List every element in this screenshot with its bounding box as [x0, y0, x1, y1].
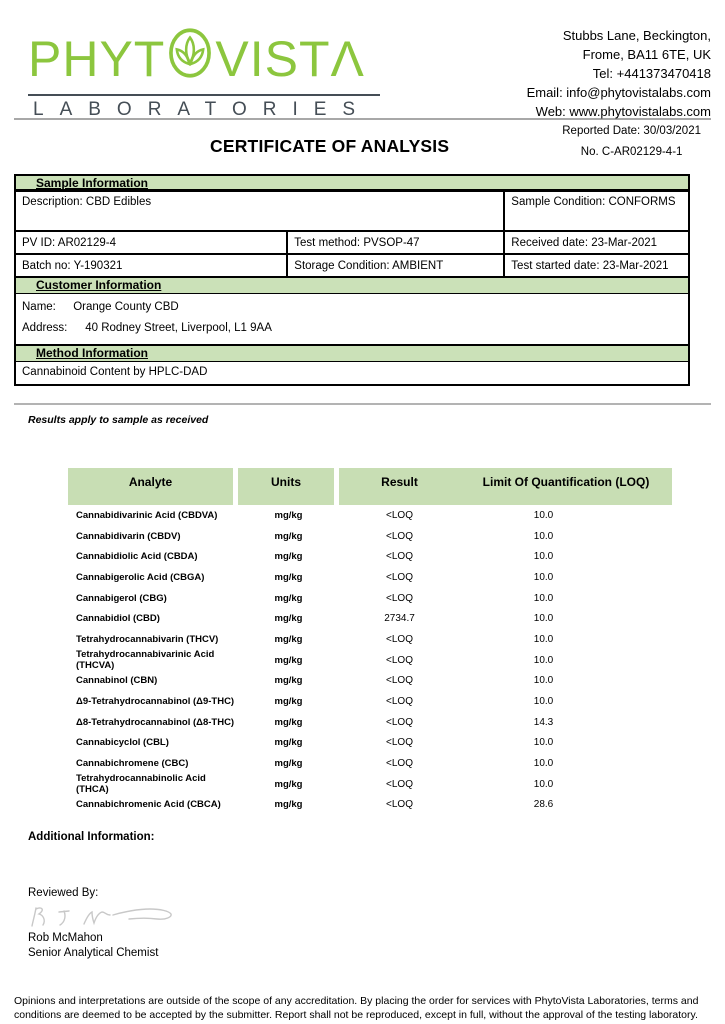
sample-information-header — [14, 174, 690, 190]
analyte-loq: 10.0 — [533, 633, 554, 645]
analyte-loq: 10.0 — [533, 675, 554, 687]
reported-date: Reported Date: 30/03/2021 — [562, 125, 701, 137]
analyte-result: <LOQ — [386, 716, 413, 728]
brand-wordmark — [28, 28, 380, 90]
pv-id: PV ID: AR02129-4 — [15, 231, 287, 254]
sample-information-table — [14, 190, 690, 278]
sample-condition: Sample Condition: CONFORMS — [504, 191, 689, 231]
analyte-units: mg/kg — [274, 716, 303, 728]
customer-address: 40 Rodney Street, Liverpool, L1 9AA — [85, 322, 272, 334]
page-title: CERTIFICATE OF ANALYSIS — [210, 136, 450, 156]
analyte-units: mg/kg — [274, 633, 303, 645]
result-row — [68, 546, 672, 567]
customer-name-label: Name: — [22, 301, 56, 313]
title-row — [14, 120, 711, 170]
customer-information-header — [14, 278, 690, 294]
results-table — [68, 468, 672, 815]
section-divider-line — [14, 403, 711, 405]
analyte-name: Cannabinol (CBN) — [76, 675, 158, 687]
customer-name: Orange County CBD — [73, 301, 179, 313]
analyte-result: <LOQ — [386, 633, 413, 645]
analyte-units: mg/kg — [274, 799, 303, 811]
analyte-result: <LOQ — [386, 737, 413, 749]
table-row — [15, 191, 689, 231]
received-date: Received date: 23-Mar-2021 — [504, 231, 689, 254]
analyte-result: <LOQ — [386, 778, 413, 790]
analyte-units: mg/kg — [274, 530, 303, 542]
analyte-loq: 10.0 — [533, 551, 554, 563]
sample-description: Description: CBD Edibles — [15, 191, 504, 231]
batch-no: Batch no: Y-190321 — [15, 254, 287, 277]
analyte-loq: 10.0 — [533, 778, 554, 790]
analyte-loq: 10.0 — [533, 613, 554, 625]
method-information-box — [14, 362, 690, 386]
result-row — [68, 608, 672, 629]
analyte-loq: 10.0 — [533, 737, 554, 749]
contact-tel: Tel: +441373470418 — [592, 66, 711, 81]
analyte-units: mg/kg — [274, 551, 303, 563]
analyte-units: mg/kg — [274, 696, 303, 708]
result-row — [68, 650, 672, 671]
analyte-result: <LOQ — [386, 799, 413, 811]
method-information-heading: Method Information — [36, 346, 148, 360]
result-row — [68, 733, 672, 754]
additional-information-label: Additional Information: — [28, 831, 155, 844]
sample-information-heading: Sample Information — [36, 176, 149, 190]
analyte-name: Cannabidiol (CBD) — [76, 613, 160, 625]
analyte-result: <LOQ — [386, 551, 413, 563]
result-row — [68, 588, 672, 609]
result-row — [68, 526, 672, 547]
analyte-name: Cannabidiolic Acid (CBDA) — [76, 551, 198, 563]
analyte-loq: 28.6 — [533, 799, 554, 811]
table-row — [15, 231, 689, 254]
logo-subtitle: LABORATORIES — [33, 99, 372, 120]
customer-information-heading: Customer Information — [36, 278, 162, 292]
column-header-analyte: Analyte — [68, 468, 233, 505]
analyte-units: mg/kg — [274, 778, 303, 790]
results-table-header — [68, 468, 672, 505]
analyte-result: <LOQ — [386, 675, 413, 687]
analyte-result: <LOQ — [386, 654, 413, 666]
reviewed-by-label: Reviewed By: — [28, 887, 99, 900]
analyte-name: Cannabidivarinic Acid (CBDVA) — [76, 509, 218, 521]
lab-contact-block — [526, 18, 711, 119]
table-row — [15, 254, 689, 277]
analyte-loq: 10.0 — [533, 696, 554, 708]
analyte-units: mg/kg — [274, 675, 303, 687]
report-number: No. C-AR02129-4-1 — [580, 146, 683, 158]
analyte-result: <LOQ — [386, 696, 413, 708]
customer-address-line — [22, 318, 682, 339]
analyte-units: mg/kg — [274, 509, 303, 521]
analyte-loq: 10.0 — [533, 758, 554, 770]
result-row — [68, 774, 672, 795]
analyte-result: <LOQ — [386, 592, 413, 604]
analyte-loq: 14.3 — [533, 716, 554, 728]
analyte-result: <LOQ — [386, 509, 413, 521]
analyte-name: Cannabichromenic Acid (CBCA) — [76, 799, 221, 811]
reviewed-by-block — [28, 887, 725, 961]
reviewer-title: Senior Analytical Chemist — [28, 947, 159, 960]
contact-web: Web: www.phytovistalabs.com — [535, 104, 711, 119]
result-row — [68, 691, 672, 712]
logo-divider — [28, 94, 380, 96]
result-row — [68, 567, 672, 588]
test-started-date: Test started date: 23-Mar-2021 — [504, 254, 689, 277]
analyte-loq: 10.0 — [533, 592, 554, 604]
result-row — [68, 505, 672, 526]
analyte-units: mg/kg — [274, 654, 303, 666]
analyte-loq: 10.0 — [533, 530, 554, 542]
analyte-name: Δ9-Tetrahydrocannabinol (Δ9-THC) — [76, 696, 235, 708]
signature-image — [28, 903, 178, 931]
brand-part3: Λ — [330, 31, 365, 87]
analyte-result: <LOQ — [386, 530, 413, 542]
result-row — [68, 753, 672, 774]
brand-part1: PHYT — [28, 31, 166, 87]
analyte-loq: 10.0 — [533, 509, 554, 521]
analyte-units: mg/kg — [274, 571, 303, 583]
brand-part2: VIST — [215, 31, 331, 87]
analyte-name: Cannabigerolic Acid (CBGA) — [76, 571, 205, 583]
phytovista-logo — [28, 18, 380, 120]
analyte-name: Cannabicyclol (CBL) — [76, 737, 169, 749]
result-row — [68, 671, 672, 692]
contact-email: Email: info@phytovistalabs.com — [526, 85, 711, 100]
analyte-result: <LOQ — [386, 758, 413, 770]
method-description: Cannabinoid Content by HPLC-DAD — [22, 366, 208, 378]
column-header-units: Units — [238, 468, 334, 505]
result-row — [68, 629, 672, 650]
results-note: Results apply to sample as received — [28, 414, 209, 426]
customer-information-box — [14, 294, 690, 346]
analyte-loq: 10.0 — [533, 571, 554, 583]
info-sections — [14, 174, 690, 386]
analyte-units: mg/kg — [274, 737, 303, 749]
leaf-icon — [168, 27, 212, 91]
analyte-name: Cannabigerol (CBG) — [76, 592, 167, 604]
analyte-units: mg/kg — [274, 758, 303, 770]
analyte-name: Δ8-Tetrahydrocannabinol (Δ8-THC) — [76, 716, 235, 728]
storage-condition: Storage Condition: AMBIENT — [287, 254, 504, 277]
analyte-name: Tetrahydrocannabivarin (THCV) — [76, 633, 219, 645]
test-method: Test method: PVSOP-47 — [287, 231, 504, 254]
analyte-name: Tetrahydrocannabinolic Acid (THCA) — [76, 773, 206, 796]
analyte-name: Cannabichromene (CBC) — [76, 758, 189, 770]
contact-address-line2: Frome, BA11 6TE, UK — [582, 47, 711, 62]
customer-name-line — [22, 297, 682, 318]
method-information-header — [14, 346, 690, 362]
reviewer-name: Rob McMahon — [28, 932, 103, 945]
result-row — [68, 795, 672, 816]
analyte-result: <LOQ — [386, 571, 413, 583]
analyte-result: 2734.7 — [384, 613, 415, 625]
results-table-body — [68, 505, 672, 815]
column-header-result: Result — [339, 468, 460, 505]
result-row — [68, 712, 672, 733]
report-meta — [562, 126, 701, 168]
customer-address-label: Address: — [22, 322, 68, 334]
analyte-name: Tetrahydrocannabivarinic Acid (THCVA) — [76, 649, 215, 672]
analyte-name: Cannabidivarin (CBDV) — [76, 530, 181, 542]
analyte-loq: 10.0 — [533, 654, 554, 666]
footer-disclaimer: Opinions and interpretations are outside of the scope of any accreditation. By placing the order for services with PhytoVista Laboratories, terms and conditions are deemed to be accepted by the submitter. Report shall not be reproduced, except in full, without the approval of the testing laboratory. — [14, 995, 699, 1021]
analyte-units: mg/kg — [274, 592, 303, 604]
contact-address-line1: Stubbs Lane, Beckington, — [562, 28, 711, 43]
analyte-units: mg/kg — [274, 613, 303, 625]
column-header-loq: Limit Of Quantification (LOQ) — [460, 468, 672, 505]
page-header — [0, 0, 725, 120]
